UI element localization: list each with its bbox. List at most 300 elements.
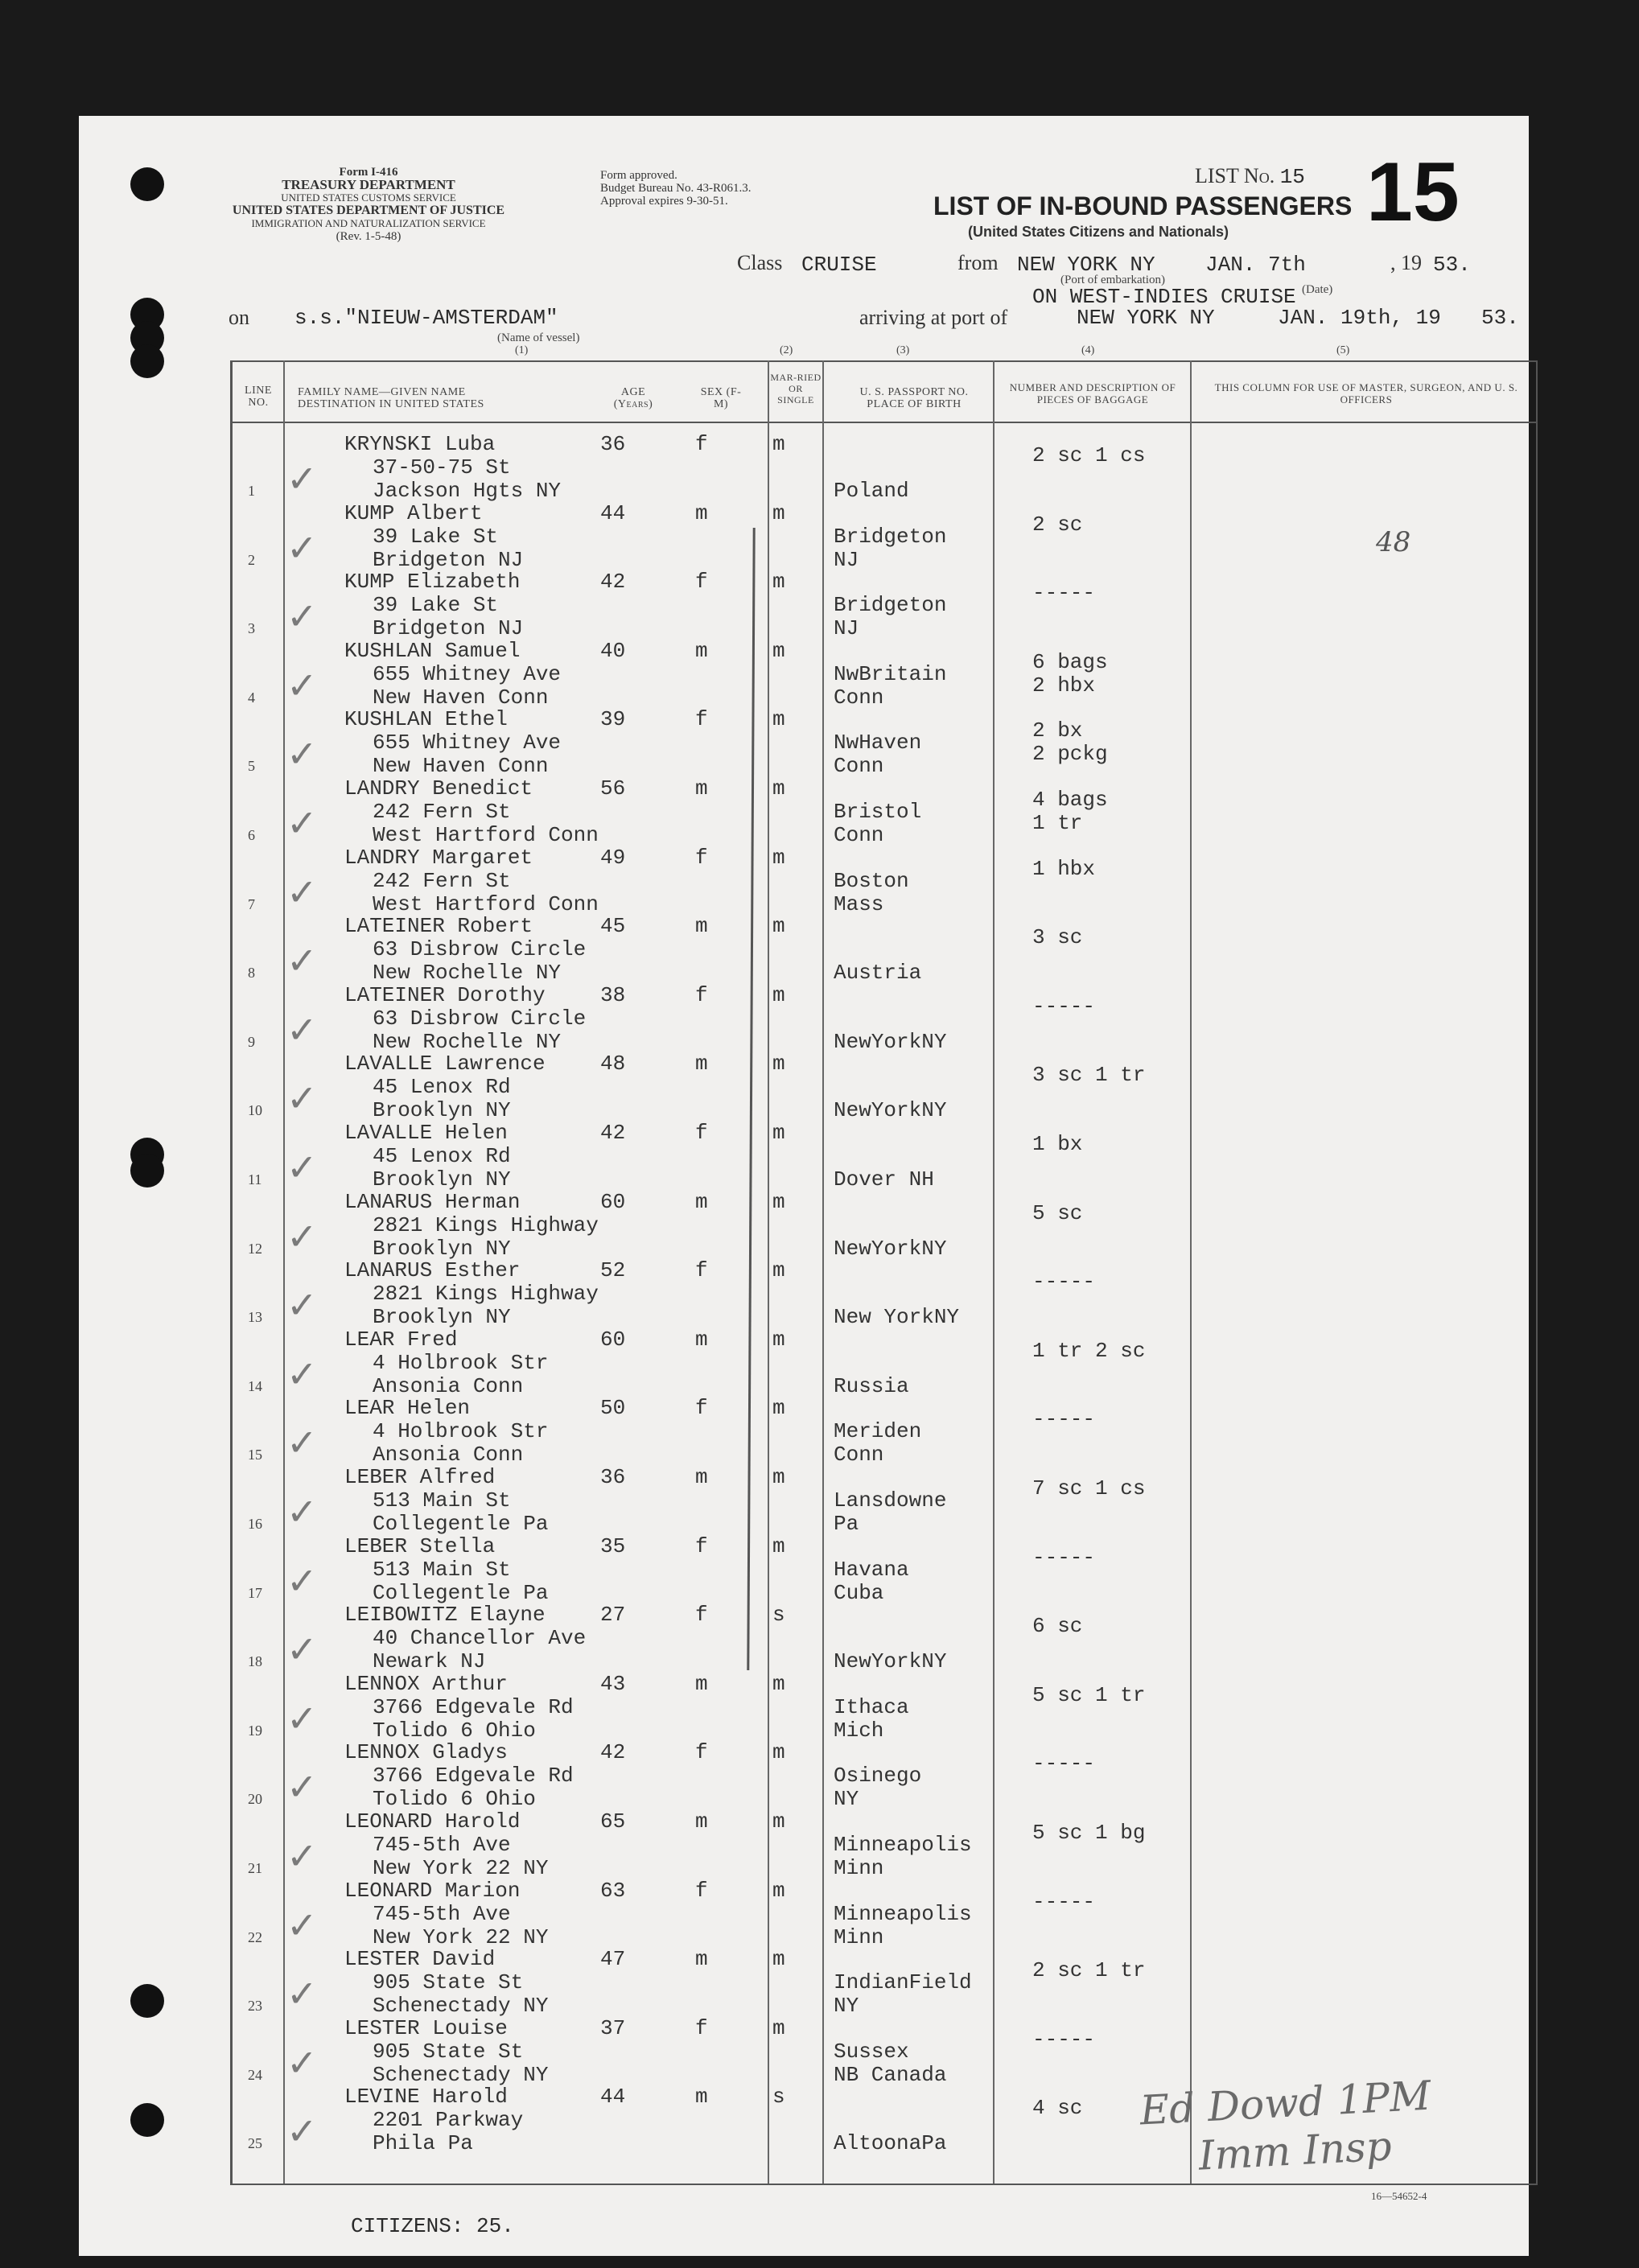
birthplace-line2: Conn — [834, 823, 884, 847]
birthplace-line2: Minn — [834, 1924, 884, 1949]
marital-status: m — [772, 1465, 785, 1489]
vessel-caption: (Name of vessel) — [497, 331, 580, 344]
table-row — [79, 1673, 1529, 1742]
line-number: 25 — [248, 2135, 262, 2152]
marital-status: m — [772, 776, 785, 801]
address-street: 655 Whitney Ave — [373, 661, 562, 686]
address-street: 2821 Kings Highway — [373, 1212, 599, 1237]
address-street: 905 State St — [373, 1970, 524, 1995]
table-row — [79, 984, 1529, 1053]
marital-status: m — [772, 1533, 785, 1558]
marital-status: m — [772, 1327, 785, 1352]
cruise-note: ON WEST-INDIES CRUISE — [1032, 285, 1296, 309]
col-header-officers: THIS COLUMN FOR USE OF MASTER, SURGEON, AND U. S. OFFICERS — [1214, 381, 1518, 405]
baggage-line1: ----- — [1032, 581, 1096, 606]
punch-hole — [130, 344, 164, 378]
table-row — [79, 1397, 1529, 1466]
address-city: Schenectady NY — [373, 2062, 549, 2087]
form-number: Form I-416 — [339, 166, 398, 179]
address-city: Ansonia Conn — [373, 1373, 524, 1398]
birthplace-line2: NB Canada — [834, 2062, 947, 2087]
line-number: 4 — [248, 689, 255, 706]
address-city: New York 22 NY — [373, 1924, 549, 1949]
birthplace-line2: NewYorkNY — [834, 1649, 947, 1674]
passenger-sex: f — [695, 1878, 708, 1903]
passenger-sex: f — [695, 707, 708, 732]
passenger-age: 45 — [600, 914, 626, 939]
birthplace-line2: Cuba — [834, 1580, 884, 1605]
birthplace-line1: Bridgeton — [834, 524, 947, 549]
address-city: Phila Pa — [373, 2131, 473, 2156]
passenger-age: 44 — [600, 2085, 626, 2110]
passenger-name: KUMP Albert — [344, 500, 483, 525]
baggage-line1: 6 sc — [1032, 1614, 1083, 1639]
list-number-value: 15 — [1279, 165, 1305, 189]
baggage-line1: 7 sc 1 cs — [1032, 1476, 1146, 1500]
col-header-sex: SEX (F-M) — [700, 386, 742, 410]
line-number: 15 — [248, 1447, 262, 1463]
passenger-sex: f — [695, 845, 708, 870]
passenger-name: LENNOX Gladys — [344, 1740, 508, 1765]
marital-status: m — [772, 1671, 785, 1696]
passenger-name: LANDRY Benedict — [344, 776, 533, 801]
line-number: 13 — [248, 1309, 262, 1326]
line-number: 16 — [248, 1516, 262, 1532]
citizens-total: CITIZENS: 25. — [351, 2214, 514, 2238]
marital-status: m — [772, 570, 785, 595]
passenger-name: LEVINE Harold — [344, 2085, 508, 2110]
line-number: 11 — [248, 1171, 262, 1188]
baggage-line1: 1 tr 2 sc — [1032, 1338, 1146, 1363]
baggage-line1: ----- — [1032, 1545, 1096, 1570]
passenger-name: LEONARD Marion — [344, 1878, 521, 1903]
col-number: (5) — [1336, 344, 1350, 356]
address-city: Ansonia Conn — [373, 1443, 524, 1467]
checkmark-icon: ✓ — [286, 1558, 318, 1603]
baggage-line1: ----- — [1032, 2027, 1096, 2052]
birthplace-line1: Bristol — [834, 800, 922, 824]
address-street: 63 Disbrow Circle — [373, 937, 587, 962]
document-page — [79, 116, 1529, 2256]
marital-status: m — [772, 1809, 785, 1834]
inspector-signature — [1139, 2072, 1435, 2184]
form-title: LIST OF IN-BOUND PASSENGERS — [933, 191, 1353, 220]
passenger-sex: m — [695, 1465, 708, 1489]
passenger-age: 43 — [600, 1671, 626, 1696]
address-city: Schenectady NY — [373, 1994, 549, 2019]
checkmark-icon: ✓ — [286, 1007, 318, 1052]
revision: (Rev. 1-5-48) — [336, 230, 402, 243]
checkmark-icon: ✓ — [286, 1834, 318, 1878]
line-number: 18 — [248, 1653, 262, 1670]
birthplace-line2: Poland — [834, 479, 909, 503]
approval-line: Form approved. — [600, 169, 677, 182]
birthplace-line1: Sussex — [834, 2039, 909, 2064]
birthplace-line2: Russia — [834, 1373, 909, 1398]
passenger-sex: f — [695, 982, 708, 1007]
passenger-age: 42 — [600, 570, 626, 595]
address-street: 45 Lenox Rd — [373, 1144, 511, 1168]
passenger-sex: f — [695, 432, 708, 456]
checkmark-icon: ✓ — [286, 1765, 318, 1809]
baggage-line1: 5 sc 1 tr — [1032, 1682, 1146, 1707]
passenger-age: 39 — [600, 707, 626, 732]
col-header-passport: U. S. PASSPORT NO. PLACE OF BIRTH — [859, 386, 969, 410]
address-street: 2201 Parkway — [373, 2108, 524, 2133]
line-number: 3 — [248, 620, 255, 637]
birthplace-line1: Osinego — [834, 1764, 922, 1788]
birthplace-line1: Ithaca — [834, 1694, 909, 1719]
line-number: 21 — [248, 1860, 262, 1876]
table-row — [79, 1810, 1529, 1879]
on-label: on — [229, 306, 249, 329]
passenger-name: LATEINER Robert — [344, 914, 533, 939]
baggage-line1: 5 sc — [1032, 1200, 1083, 1225]
arrival-date: JAN. 19th, 19 — [1278, 306, 1441, 330]
marital-status: m — [772, 500, 785, 525]
baggage-line1: 5 sc 1 bg — [1032, 1821, 1146, 1845]
passenger-age: 49 — [600, 845, 626, 870]
officer-note: 48 — [1376, 526, 1411, 558]
passenger-age: 50 — [600, 1396, 626, 1421]
baggage-line1: ----- — [1032, 1270, 1096, 1295]
signature-line1: Ed Dowd 1PM — [1139, 2072, 1432, 2134]
checkmark-icon: ✓ — [286, 732, 318, 776]
address-street: 39 Lake St — [373, 593, 499, 618]
baggage-line1: 2 sc 1 cs — [1032, 443, 1146, 467]
passenger-name: LANARUS Esther — [344, 1258, 521, 1283]
passenger-sex: f — [695, 570, 708, 595]
baggage-line1: 2 sc — [1032, 512, 1083, 537]
service-name: UNITED STATES CUSTOMS SERVICE — [281, 191, 456, 204]
table-row — [79, 1879, 1529, 1949]
address-city: Collegentle Pa — [373, 1580, 549, 1605]
birthplace-line2: NewYorkNY — [834, 1029, 947, 1054]
arrival-year: 53. — [1481, 306, 1519, 330]
checkmark-icon: ✓ — [286, 801, 318, 845]
address-street: 242 Fern St — [373, 800, 511, 824]
col-number: (2) — [780, 344, 793, 356]
table-row — [79, 915, 1529, 984]
marital-status: m — [772, 1052, 785, 1076]
passenger-age: 44 — [600, 500, 626, 525]
marital-status: m — [772, 638, 785, 663]
col-header-age: AGE (Years) — [613, 386, 653, 410]
checkmark-icon: ✓ — [286, 663, 318, 707]
arrival-port: NEW YORK NY — [1077, 306, 1215, 330]
birthplace-line1: Minneapolis — [834, 1901, 972, 1926]
service2-name: IMMIGRATION AND NATURALIZATION SERVICE — [251, 217, 486, 229]
passenger-name: LANDRY Margaret — [344, 845, 533, 870]
birthplace-line2: NY — [834, 1994, 859, 2019]
passenger-name: LANARUS Herman — [344, 1189, 521, 1214]
address-city: Newark NJ — [373, 1649, 486, 1674]
class-label: Class — [737, 251, 783, 274]
line-number: 12 — [248, 1240, 262, 1257]
passenger-sex: f — [695, 1258, 708, 1283]
birthplace-line2: Pa — [834, 1512, 859, 1536]
passenger-name: LEAR Fred — [344, 1327, 458, 1352]
punch-hole — [130, 167, 164, 201]
table-row — [79, 433, 1529, 502]
address-street: 513 Main St — [373, 1488, 511, 1513]
passenger-sex: f — [695, 1396, 708, 1421]
table-row — [79, 1466, 1529, 1535]
baggage-line1: 4 bags — [1032, 788, 1108, 812]
passenger-age: 52 — [600, 1258, 626, 1283]
expiry-line: Approval expires 9-30-51. — [600, 195, 728, 208]
passenger-sex: f — [695, 1121, 708, 1145]
table-row — [79, 846, 1529, 916]
marital-status: m — [772, 1121, 785, 1145]
marital-status: m — [772, 914, 785, 939]
checkmark-icon: ✓ — [286, 2040, 318, 2085]
baggage-line1: 6 bags — [1032, 649, 1108, 674]
birthplace-line2: NJ — [834, 616, 859, 641]
passenger-name: KUSHLAN Samuel — [344, 638, 521, 663]
table-row — [79, 1328, 1529, 1397]
passenger-name: KUSHLAN Ethel — [344, 707, 508, 732]
marital-status: m — [772, 1396, 785, 1421]
passenger-age: 42 — [600, 1740, 626, 1765]
birthplace-line2: Austria — [834, 961, 922, 986]
baggage-line2: 2 pckg — [1032, 742, 1108, 767]
birthplace-line2: NewYorkNY — [834, 1098, 947, 1123]
passenger-age: 35 — [600, 1533, 626, 1558]
embark-caption: (Port of embarkation) — [1060, 274, 1165, 286]
address-street: 513 Main St — [373, 1557, 511, 1582]
address-street: 45 Lenox Rd — [373, 1075, 511, 1100]
line-number: 6 — [248, 827, 255, 843]
baggage-line1: 3 sc — [1032, 925, 1083, 950]
address-city: Collegentle Pa — [373, 1512, 549, 1536]
line-number: 20 — [248, 1791, 262, 1808]
vessel-name: s.s."NIEUW-AMSTERDAM" — [294, 306, 558, 330]
checkmark-icon: ✓ — [286, 1352, 318, 1396]
signature-line2: Imm Insp — [1197, 2122, 1394, 2180]
address-city: West Hartford Conn — [373, 891, 599, 916]
line-number: 19 — [248, 1722, 262, 1739]
checkmark-icon: ✓ — [286, 1214, 318, 1258]
checkmark-icon: ✓ — [286, 1628, 318, 1672]
baggage-line1: ----- — [1032, 1751, 1096, 1776]
table-row — [79, 1741, 1529, 1810]
passenger-age: 27 — [600, 1603, 626, 1628]
table-row — [79, 2017, 1529, 2086]
passenger-age: 40 — [600, 638, 626, 663]
address-city: Jackson Hgts NY — [373, 479, 562, 503]
checkmark-icon: ✓ — [286, 1146, 318, 1189]
checkmark-icon: ✓ — [286, 525, 318, 570]
passenger-age: 36 — [600, 1465, 626, 1489]
table-row — [79, 1052, 1529, 1122]
birthplace-line1: Meriden — [834, 1419, 922, 1444]
birthplace-line2: Mass — [834, 891, 884, 916]
address-street: 2821 Kings Highway — [373, 1282, 599, 1307]
address-city: Tolido 6 Ohio — [373, 1787, 536, 1812]
birthplace-line2: New YorkNY — [834, 1305, 960, 1330]
address-city: Bridgeton NJ — [373, 616, 524, 641]
passenger-age: 56 — [600, 776, 626, 801]
passenger-age: 36 — [600, 432, 626, 456]
passenger-name: LAVALLE Lawrence — [344, 1052, 546, 1076]
passenger-age: 48 — [600, 1052, 626, 1076]
marital-status: m — [772, 845, 785, 870]
table-header-rule — [230, 422, 1537, 423]
passenger-sex: f — [695, 1603, 708, 1628]
checkmark-icon: ✓ — [286, 939, 318, 983]
birthplace-line1: Minneapolis — [834, 1833, 972, 1857]
address-street: 745-5th Ave — [373, 1901, 511, 1926]
birthplace-line2: Minn — [834, 1856, 884, 1880]
passenger-age: 65 — [600, 1809, 626, 1834]
address-street: 4 Holbrook Str — [373, 1350, 549, 1375]
line-number: 7 — [248, 895, 255, 912]
passenger-name: LESTER Louise — [344, 2015, 508, 2040]
line-number: 8 — [248, 965, 255, 982]
line-number: 9 — [248, 1033, 255, 1050]
passenger-sex: f — [695, 2015, 708, 2040]
birthplace-line1: Bridgeton — [834, 593, 947, 618]
baggage-line1: 1 bx — [1032, 1132, 1083, 1156]
line-number: 14 — [248, 1377, 262, 1394]
list-number-label: LIST No. — [1195, 164, 1275, 187]
passenger-sex: m — [695, 1671, 708, 1696]
line-number: 22 — [248, 1928, 262, 1945]
checkmark-icon: ✓ — [286, 595, 318, 639]
passenger-sex: m — [695, 1809, 708, 1834]
passenger-name: KRYNSKI Luba — [344, 432, 496, 456]
depart-year: 53. — [1433, 253, 1471, 277]
address-street: 40 Chancellor Ave — [373, 1626, 587, 1651]
table-row — [79, 1535, 1529, 1604]
checkmark-icon: ✓ — [286, 2110, 318, 2154]
passenger-sex: m — [695, 638, 708, 663]
checkmark-icon: ✓ — [286, 870, 318, 914]
dept-name: TREASURY DEPARTMENT — [282, 177, 455, 192]
marital-status: m — [772, 1878, 785, 1903]
address-city: Brooklyn NY — [373, 1098, 511, 1123]
address-city: New Rochelle NY — [373, 1029, 562, 1054]
birthplace-line2: Mich — [834, 1718, 884, 1743]
passenger-sex: m — [695, 1189, 708, 1214]
line-number: 23 — [248, 1998, 262, 2015]
col-header-baggage: NUMBER AND DESCRIPTION OF PIECES OF BAGGAGE — [1009, 381, 1176, 405]
checkmark-icon: ✓ — [286, 1490, 318, 1533]
baggage-line1: ----- — [1032, 1407, 1096, 1432]
passenger-sex: m — [695, 1947, 708, 1972]
marital-status: m — [772, 1258, 785, 1283]
address-street: 242 Fern St — [373, 868, 511, 893]
address-street: 4 Holbrook Str — [373, 1419, 549, 1444]
table-row — [79, 502, 1529, 571]
address-city: Brooklyn NY — [373, 1236, 511, 1261]
address-city: Bridgeton NJ — [373, 547, 524, 572]
address-street: 37-50-75 St — [373, 455, 511, 480]
col-number: (1) — [515, 344, 529, 356]
dept2-name: UNITED STATES DEPARTMENT OF JUSTICE — [232, 204, 505, 217]
class-value: CRUISE — [801, 253, 877, 277]
passenger-name: LEIBOWITZ Elayne — [344, 1603, 546, 1628]
budget-line: Budget Bureau No. 43-R061.3. — [600, 182, 752, 195]
arriving-label: arriving at port of — [859, 306, 1008, 329]
from-label: from — [957, 251, 999, 274]
date-caption: (Date) — [1302, 283, 1333, 296]
birthplace-line1: NwBritain — [834, 661, 947, 686]
marital-status: m — [772, 1189, 785, 1214]
marital-status: m — [772, 1740, 785, 1765]
col-header-name: FAMILY NAME—GIVEN NAME DESTINATION IN UNITED STATES — [298, 386, 484, 410]
checkmark-icon: ✓ — [286, 1421, 318, 1465]
line-number: 5 — [248, 758, 255, 775]
address-city: New York 22 NY — [373, 1856, 549, 1880]
passenger-age: 60 — [600, 1189, 626, 1214]
birthplace-line1: Havana — [834, 1557, 909, 1582]
checkmark-icon: ✓ — [286, 1972, 318, 2016]
passenger-sex: m — [695, 1327, 708, 1352]
passenger-sex: m — [695, 914, 708, 939]
baggage-line1: 2 bx — [1032, 718, 1083, 743]
passenger-age: 60 — [600, 1327, 626, 1352]
passenger-age: 38 — [600, 982, 626, 1007]
passenger-name: LESTER David — [344, 1947, 496, 1972]
birthplace-line2: Dover NH — [834, 1167, 934, 1192]
checkmark-icon: ✓ — [286, 1696, 318, 1740]
passenger-name: LATEINER Dorothy — [344, 982, 546, 1007]
baggage-line1: 4 sc — [1032, 2096, 1083, 2121]
address-city: New Haven Conn — [373, 685, 549, 710]
passenger-name: LEONARD Harold — [344, 1809, 521, 1834]
birthplace-line2: Conn — [834, 754, 884, 779]
passenger-sex: m — [695, 1052, 708, 1076]
address-city: Brooklyn NY — [373, 1305, 511, 1330]
table-row — [79, 1259, 1529, 1328]
table-row — [79, 570, 1529, 640]
passenger-name: LAVALLE Helen — [344, 1121, 508, 1145]
address-street: 745-5th Ave — [373, 1833, 511, 1857]
address-city: New Rochelle NY — [373, 961, 562, 986]
address-city: New Haven Conn — [373, 754, 549, 779]
passenger-age: 42 — [600, 1121, 626, 1145]
address-street: 905 State St — [373, 2039, 524, 2064]
passenger-sex: m — [695, 500, 708, 525]
col-header-married: MAR-RIED OR SINGLE — [770, 372, 822, 405]
col-number: (3) — [896, 344, 910, 356]
passenger-name: LEBER Stella — [344, 1533, 496, 1558]
passenger-age: 37 — [600, 2015, 626, 2040]
passenger-sex: m — [695, 776, 708, 801]
line-number: 17 — [248, 1584, 262, 1601]
address-city: Brooklyn NY — [373, 1167, 511, 1192]
checkmark-icon: ✓ — [286, 1076, 318, 1121]
col-header-line: LINE NO. — [245, 385, 272, 409]
marital-status: m — [772, 707, 785, 732]
birthplace-line2: Conn — [834, 685, 884, 710]
birthplace-line1: NwHaven — [834, 731, 922, 755]
list-number-stamp: 15 — [1366, 146, 1460, 239]
address-street: 655 Whitney Ave — [373, 731, 562, 755]
birthplace-line1: Lansdowne — [834, 1488, 947, 1513]
table-row — [79, 708, 1529, 777]
address-street: 3766 Edgevale Rd — [373, 1694, 574, 1719]
table-row — [79, 777, 1529, 846]
line-number: 24 — [248, 2066, 262, 2083]
passenger-age: 47 — [600, 1947, 626, 1972]
marital-status: m — [772, 1947, 785, 1972]
col-number: (4) — [1081, 344, 1095, 356]
table-row — [79, 1191, 1529, 1260]
table-row — [79, 1603, 1529, 1673]
